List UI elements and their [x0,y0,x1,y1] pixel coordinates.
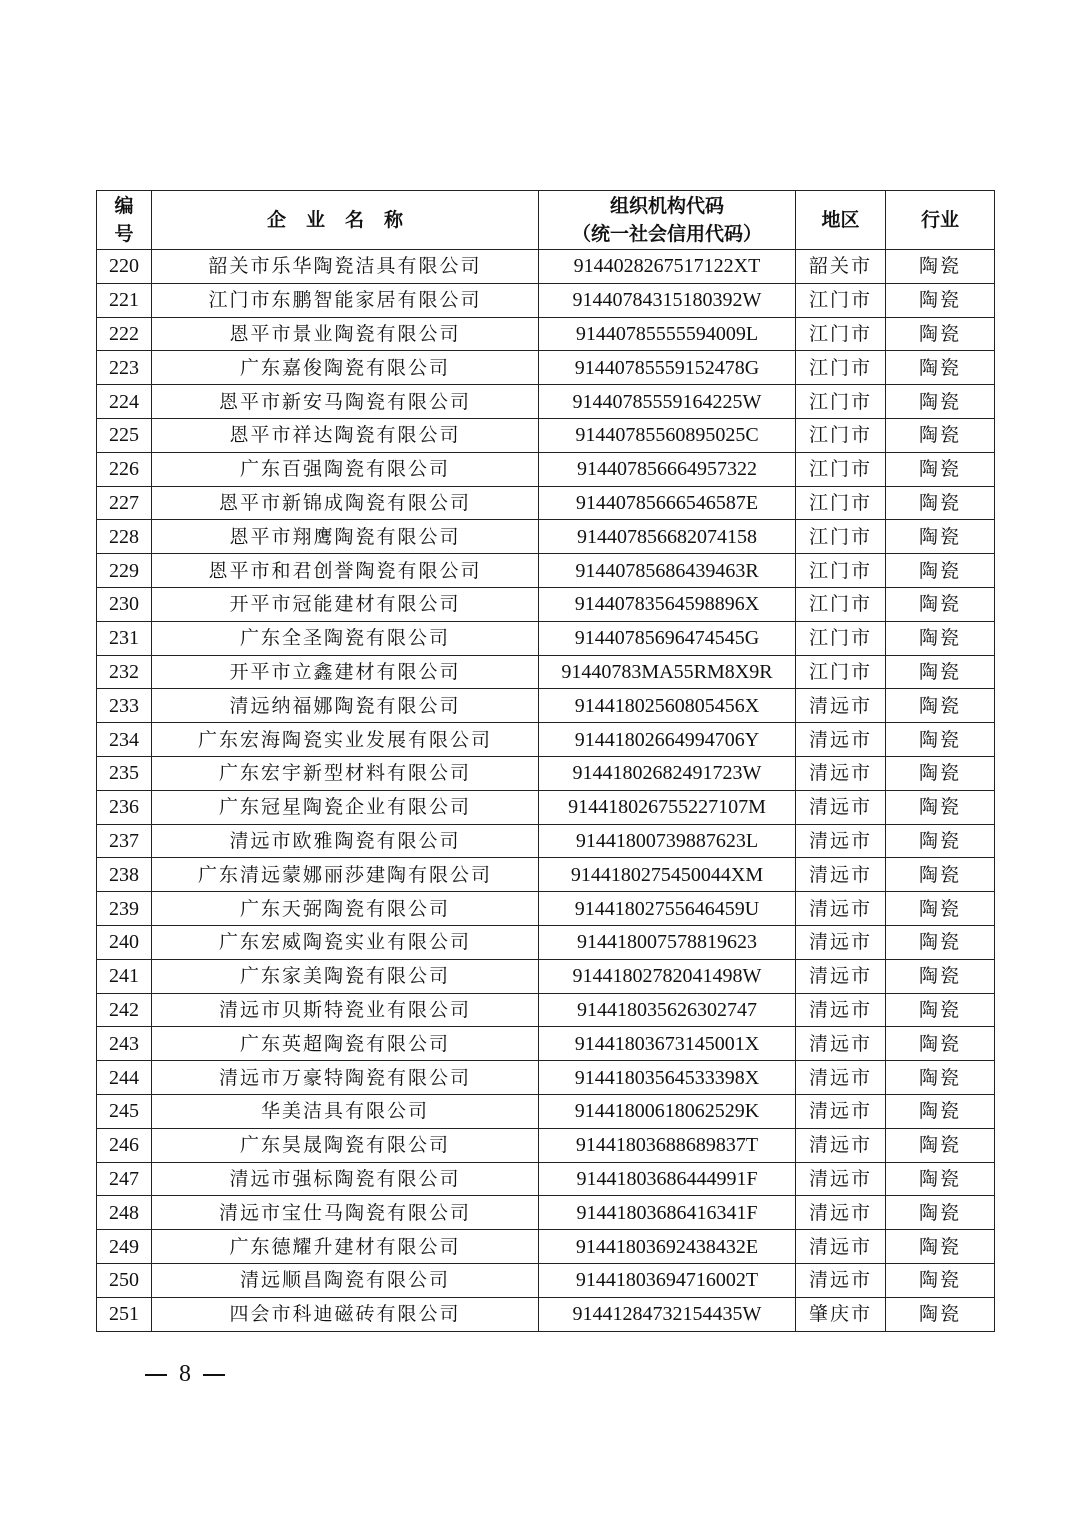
cell-company-name: 韶关市乐华陶瓷洁具有限公司 [152,250,539,284]
cell-number: 247 [97,1162,152,1196]
table-row [97,1128,995,1162]
table-row [97,283,995,317]
table-row [97,655,995,689]
cell-org-code: 91441802664994706Y [539,723,796,757]
cell-industry: 陶瓷 [886,520,995,554]
cell-number: 239 [97,892,152,926]
table-row [97,756,995,790]
cell-company-name: 广东德耀升建材有限公司 [152,1230,539,1264]
cell-number: 249 [97,1230,152,1264]
table-header-row [97,191,995,250]
cell-org-code: 91440785559164225W [539,385,796,419]
table-row [97,621,995,655]
page-footer [145,1360,225,1388]
cell-org-code: 91440785560895025C [539,418,796,452]
cell-number: 233 [97,689,152,723]
cell-number: 241 [97,959,152,993]
cell-number: 251 [97,1297,152,1331]
cell-region: 清远市 [796,892,886,926]
cell-number: 224 [97,385,152,419]
cell-org-code: 91441803564533398X [539,1061,796,1095]
cell-number: 245 [97,1094,152,1128]
table-row [97,587,995,621]
cell-industry: 陶瓷 [886,993,995,1027]
cell-company-name: 广东嘉俊陶瓷有限公司 [152,351,539,385]
cell-company-name: 恩平市景业陶瓷有限公司 [152,317,539,351]
table-row [97,993,995,1027]
cell-region: 清远市 [796,1027,886,1061]
cell-industry: 陶瓷 [886,486,995,520]
cell-industry: 陶瓷 [886,283,995,317]
cell-org-code: 91441802682491723W [539,756,796,790]
cell-industry: 陶瓷 [886,1230,995,1264]
cell-org-code: 91441800618062529K [539,1094,796,1128]
table-row [97,892,995,926]
cell-number: 221 [97,283,152,317]
cell-industry: 陶瓷 [886,925,995,959]
cell-industry: 陶瓷 [886,892,995,926]
cell-company-name: 广东天弼陶瓷有限公司 [152,892,539,926]
cell-number: 240 [97,925,152,959]
cell-number: 242 [97,993,152,1027]
cell-company-name: 广东家美陶瓷有限公司 [152,959,539,993]
cell-region: 江门市 [796,587,886,621]
table-row [97,723,995,757]
cell-company-name: 广东宏海陶瓷实业发展有限公司 [152,723,539,757]
cell-company-name: 华美洁具有限公司 [152,1094,539,1128]
cell-number: 229 [97,554,152,588]
cell-region: 清远市 [796,1230,886,1264]
cell-region: 韶关市 [796,250,886,284]
cell-industry: 陶瓷 [886,655,995,689]
table-row [97,858,995,892]
cell-industry: 陶瓷 [886,1061,995,1095]
cell-company-name: 开平市冠能建材有限公司 [152,587,539,621]
header-org-code [539,191,796,250]
table-row [97,1196,995,1230]
cell-region: 江门市 [796,554,886,588]
cell-number: 250 [97,1263,152,1297]
cell-industry: 陶瓷 [886,1094,995,1128]
cell-company-name: 清远纳福娜陶瓷有限公司 [152,689,539,723]
cell-region: 江门市 [796,351,886,385]
cell-industry: 陶瓷 [886,723,995,757]
cell-number: 246 [97,1128,152,1162]
cell-org-code: 914407856682074158 [539,520,796,554]
cell-number: 231 [97,621,152,655]
table-row [97,1061,995,1095]
cell-region: 江门市 [796,317,886,351]
table-row [97,520,995,554]
cell-company-name: 广东清远蒙娜丽莎建陶有限公司 [152,858,539,892]
cell-industry: 陶瓷 [886,587,995,621]
cell-region: 清远市 [796,1061,886,1095]
cell-industry: 陶瓷 [886,1162,995,1196]
table-row [97,250,995,284]
cell-company-name: 广东冠星陶瓷企业有限公司 [152,790,539,824]
table-row [97,824,995,858]
company-list-table-wrapper [96,190,994,1332]
cell-org-code: 91440783564598896X [539,587,796,621]
table-row [97,1230,995,1264]
cell-number: 234 [97,723,152,757]
header-number-line-2: 号 [114,223,134,245]
cell-number: 226 [97,452,152,486]
cell-region: 清远市 [796,1128,886,1162]
footer-dash-left [145,1374,167,1376]
cell-industry: 陶瓷 [886,790,995,824]
cell-org-code: 91440784315180392W [539,283,796,317]
table-row [97,925,995,959]
cell-company-name: 清远市欧雅陶瓷有限公司 [152,824,539,858]
cell-company-name: 清远市宝仕马陶瓷有限公司 [152,1196,539,1230]
cell-industry: 陶瓷 [886,452,995,486]
table-row [97,554,995,588]
cell-number: 236 [97,790,152,824]
cell-company-name: 清远市强标陶瓷有限公司 [152,1162,539,1196]
cell-industry: 陶瓷 [886,858,995,892]
cell-company-name: 清远顺昌陶瓷有限公司 [152,1263,539,1297]
cell-number: 238 [97,858,152,892]
cell-company-name: 广东百强陶瓷有限公司 [152,452,539,486]
cell-industry: 陶瓷 [886,317,995,351]
table-row [97,959,995,993]
table-row [97,1263,995,1297]
cell-org-code: 91441803686416341F [539,1196,796,1230]
cell-org-code: 91441803688689837T [539,1128,796,1162]
cell-region: 清远市 [796,756,886,790]
cell-org-code: 91441803692438432E [539,1230,796,1264]
cell-region: 清远市 [796,723,886,757]
cell-company-name: 恩平市祥达陶瓷有限公司 [152,418,539,452]
page-number: 8 [179,1361,191,1387]
header-org-code-line-2: （统一社会信用代码） [571,223,762,245]
cell-org-code: 91441803673145001X [539,1027,796,1061]
cell-region: 江门市 [796,283,886,317]
cell-industry: 陶瓷 [886,1128,995,1162]
cell-number: 248 [97,1196,152,1230]
cell-industry: 陶瓷 [886,1297,995,1331]
table-row [97,790,995,824]
cell-number: 230 [97,587,152,621]
cell-industry: 陶瓷 [886,959,995,993]
cell-company-name: 广东宏宇新型材料有限公司 [152,756,539,790]
cell-company-name: 广东全圣陶瓷有限公司 [152,621,539,655]
cell-org-code: 91441284732154435W [539,1297,796,1331]
cell-region: 清远市 [796,959,886,993]
cell-org-code: 91440785666546587E [539,486,796,520]
cell-industry: 陶瓷 [886,554,995,588]
cell-number: 244 [97,1061,152,1095]
cell-org-code: 914418026755227107M [539,790,796,824]
cell-company-name: 广东昊晟陶瓷有限公司 [152,1128,539,1162]
cell-industry: 陶瓷 [886,1027,995,1061]
cell-industry: 陶瓷 [886,824,995,858]
cell-industry: 陶瓷 [886,1263,995,1297]
cell-company-name: 江门市东鹏智能家居有限公司 [152,283,539,317]
cell-industry: 陶瓷 [886,385,995,419]
table-row [97,1027,995,1061]
cell-org-code: 914407856664957322 [539,452,796,486]
cell-company-name: 四会市科迪磁砖有限公司 [152,1297,539,1331]
cell-org-code: 91440785686439463R [539,554,796,588]
cell-region: 清远市 [796,1196,886,1230]
table-body [97,250,995,1332]
cell-industry: 陶瓷 [886,756,995,790]
cell-org-code: 91441802560805456X [539,689,796,723]
cell-industry: 陶瓷 [886,689,995,723]
table-row [97,1297,995,1331]
cell-company-name: 恩平市新锦成陶瓷有限公司 [152,486,539,520]
cell-number: 232 [97,655,152,689]
cell-number: 243 [97,1027,152,1061]
cell-org-code: 91441803686444991F [539,1162,796,1196]
cell-region: 清远市 [796,1162,886,1196]
table-row [97,385,995,419]
cell-org-code: 91440785559152478G [539,351,796,385]
table-row [97,452,995,486]
cell-region: 江门市 [796,486,886,520]
table-row [97,1162,995,1196]
cell-company-name: 清远市万豪特陶瓷有限公司 [152,1061,539,1095]
cell-number: 220 [97,250,152,284]
cell-industry: 陶瓷 [886,418,995,452]
cell-number: 227 [97,486,152,520]
cell-number: 222 [97,317,152,351]
cell-region: 清远市 [796,824,886,858]
cell-region: 清远市 [796,790,886,824]
cell-number: 225 [97,418,152,452]
company-list-table [96,190,995,1332]
table-row [97,486,995,520]
cell-region: 江门市 [796,385,886,419]
cell-region: 清远市 [796,689,886,723]
cell-industry: 陶瓷 [886,250,995,284]
cell-org-code: 91440785555594009L [539,317,796,351]
table-header [97,191,995,250]
cell-industry: 陶瓷 [886,1196,995,1230]
cell-org-code: 914418035626302747 [539,993,796,1027]
cell-org-code: 91441800739887623L [539,824,796,858]
header-industry: 行业 [886,191,995,250]
cell-company-name: 开平市立鑫建材有限公司 [152,655,539,689]
cell-org-code: 9144180275450044XM [539,858,796,892]
header-company-name: 企业名称 [152,191,539,250]
cell-industry: 陶瓷 [886,621,995,655]
table-row [97,317,995,351]
cell-number: 237 [97,824,152,858]
cell-region: 肇庆市 [796,1297,886,1331]
cell-org-code: 91440783MA55RM8X9R [539,655,796,689]
cell-region: 清远市 [796,993,886,1027]
table-row [97,418,995,452]
cell-region: 江门市 [796,621,886,655]
header-number-line-1: 编 [114,195,134,217]
table-row [97,351,995,385]
cell-org-code: 91441802782041498W [539,959,796,993]
cell-org-code: 91441803694716002T [539,1263,796,1297]
cell-region: 江门市 [796,520,886,554]
cell-company-name: 恩平市新安马陶瓷有限公司 [152,385,539,419]
table-row [97,689,995,723]
header-region: 地区 [796,191,886,250]
cell-region: 清远市 [796,925,886,959]
cell-org-code: 914418007578819623 [539,925,796,959]
cell-number: 223 [97,351,152,385]
cell-org-code: 91441802755646459U [539,892,796,926]
table-row [97,1094,995,1128]
cell-org-code: 91440785696474545G [539,621,796,655]
cell-number: 228 [97,520,152,554]
cell-company-name: 恩平市翔鹰陶瓷有限公司 [152,520,539,554]
cell-region: 江门市 [796,452,886,486]
cell-company-name: 恩平市和君创誉陶瓷有限公司 [152,554,539,588]
cell-number: 235 [97,756,152,790]
cell-company-name: 清远市贝斯特瓷业有限公司 [152,993,539,1027]
cell-region: 清远市 [796,1263,886,1297]
cell-region: 清远市 [796,858,886,892]
cell-org-code: 9144028267517122XT [539,250,796,284]
cell-company-name: 广东宏威陶瓷实业有限公司 [152,925,539,959]
cell-region: 清远市 [796,1094,886,1128]
cell-industry: 陶瓷 [886,351,995,385]
cell-company-name: 广东英超陶瓷有限公司 [152,1027,539,1061]
cell-region: 江门市 [796,655,886,689]
header-number [97,191,152,250]
footer-dash-right [203,1374,225,1376]
cell-region: 江门市 [796,418,886,452]
header-org-code-line-1: 组织机构代码 [609,195,724,217]
